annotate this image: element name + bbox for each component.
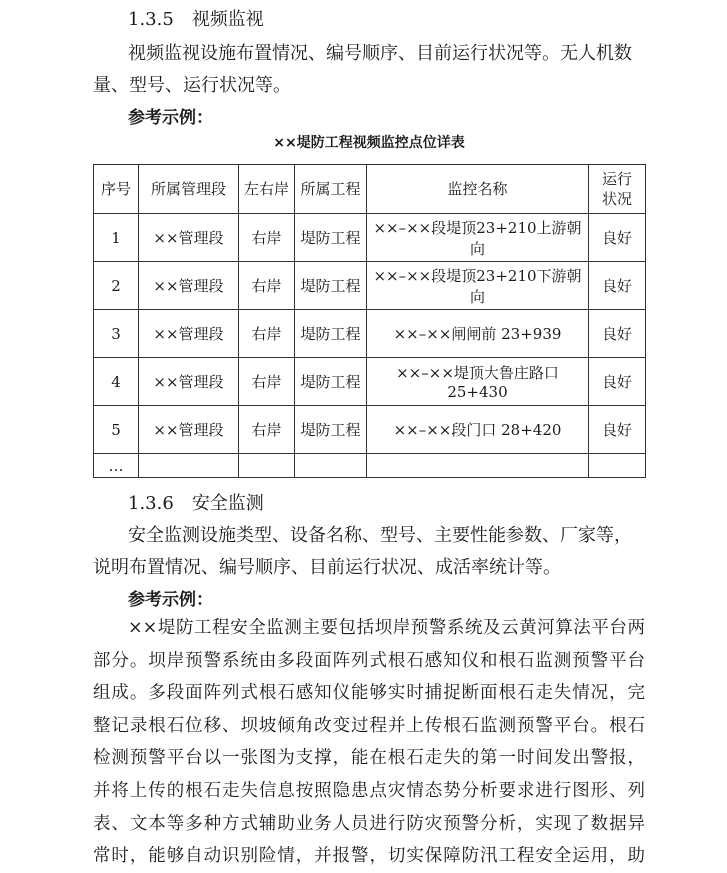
- table-header-row: [94, 165, 646, 214]
- cell-status: 良好: [589, 262, 646, 310]
- cell-section: ××管理段: [139, 310, 239, 358]
- section-desc-line: 量、型号、运行状况等。: [93, 75, 291, 96]
- section-number: 1.3.5: [128, 9, 174, 30]
- cell-no: 1: [94, 214, 139, 262]
- body-line: 部分。坝岸预警系统由多段面阵列式根石感知仪和根石监测预警平台: [93, 650, 645, 671]
- section-title: 安全监测: [191, 493, 264, 514]
- column-header: 所属工程: [295, 165, 367, 214]
- header-line: 状况: [601, 190, 632, 208]
- example-label: 参考示例：: [128, 590, 213, 610]
- column-header: 所属管理段: [139, 165, 239, 214]
- table-row: [94, 358, 646, 406]
- cell-project: 堤防工程: [295, 214, 367, 262]
- cell-name: ××–××段门口 28+420: [367, 406, 589, 454]
- cell-section: ××管理段: [139, 358, 239, 406]
- monitor-table: [93, 164, 646, 478]
- cell-section: ××管理段: [139, 406, 239, 454]
- body-line: 表、文本等多种方式辅助业务人员进行防灾预警分析，实现了数据异: [93, 813, 645, 834]
- cell-project: 堤防工程: [295, 262, 367, 310]
- cell-section: ××管理段: [139, 262, 239, 310]
- table-row: [94, 310, 646, 358]
- cell-status: 良好: [589, 214, 646, 262]
- body-line: 并将上传的根石走失信息按照隐患点灾情态势分析要求进行图形、列: [93, 780, 645, 801]
- column-header: 左右岸: [239, 165, 295, 214]
- cell-name: ××–××堤顶大鲁庄路口25+430: [367, 358, 589, 406]
- cell-status: 良好: [589, 358, 646, 406]
- cell-bank: 右岸: [239, 406, 295, 454]
- cell-project: 堤防工程: [295, 358, 367, 406]
- cell-section: ××管理段: [139, 214, 239, 262]
- body-line: 组成。多段面阵列式根石感知仪能够实时捕捉断面根石走失情况，完: [93, 683, 645, 704]
- cell-no: 4: [94, 358, 139, 406]
- body-line: ××堤防工程安全监测主要包括坝岸预警系统及云黄河算法平台两: [128, 618, 645, 638]
- cell-status: 良好: [589, 310, 646, 358]
- cell-no: 5: [94, 406, 139, 454]
- section-heading-1-3-5: [128, 8, 264, 32]
- table-row: [94, 406, 646, 454]
- column-header: 序号: [94, 165, 139, 214]
- table-title: ××堤防工程视频监控点位详表: [273, 135, 465, 151]
- cell-bank: 右岸: [239, 262, 295, 310]
- cell-ellipsis: …: [94, 454, 139, 478]
- table-row: [94, 262, 646, 310]
- cell-no: 3: [94, 310, 139, 358]
- example-label: 参考示例：: [128, 108, 213, 128]
- body-line: 整记录根石位移、坝坡倾角改变过程并上传根石监测预警平台。根石: [93, 715, 645, 736]
- cell-no: 2: [94, 262, 139, 310]
- cell-name: ××–××段堤顶23+210上游朝向: [367, 214, 589, 262]
- table-row: [94, 214, 646, 262]
- section-desc-line: 安全监测设施类型、设备名称、型号、主要性能参数、厂家等，: [128, 525, 632, 546]
- cell-name: ××–××闸闸前 23+939: [367, 310, 589, 358]
- table-row-ellipsis: [94, 454, 646, 478]
- column-header: [589, 165, 646, 214]
- column-header: 监控名称: [367, 165, 589, 214]
- section-desc-line: 说明布置情况、编号顺序、目前运行状况、成活率统计等。: [93, 557, 561, 578]
- cell-status: 良好: [589, 406, 646, 454]
- section-desc-line: 视频监视设施布置情况、编号顺序、目前运行状况等。无人机数: [128, 43, 632, 64]
- section-title: 视频监视: [191, 9, 264, 30]
- cell-bank: 右岸: [239, 310, 295, 358]
- body-line: 常时，能够自动识别险情，并报警，切实保障防汛工程安全运用，助: [93, 846, 645, 867]
- section-number: 1.3.6: [128, 493, 174, 514]
- body-line: 检测预警平台以一张图为支撑，能在根石走失的第一时间发出警报，: [93, 748, 645, 769]
- cell-name: ××–××段堤顶23+210下游朝向: [367, 262, 589, 310]
- cell-project: 堤防工程: [295, 406, 367, 454]
- cell-bank: 右岸: [239, 214, 295, 262]
- section-heading-1-3-6: [128, 492, 264, 516]
- header-line: 运行: [601, 170, 632, 188]
- cell-project: 堤防工程: [295, 310, 367, 358]
- cell-bank: 右岸: [239, 358, 295, 406]
- example-body-paragraph: [93, 612, 645, 873]
